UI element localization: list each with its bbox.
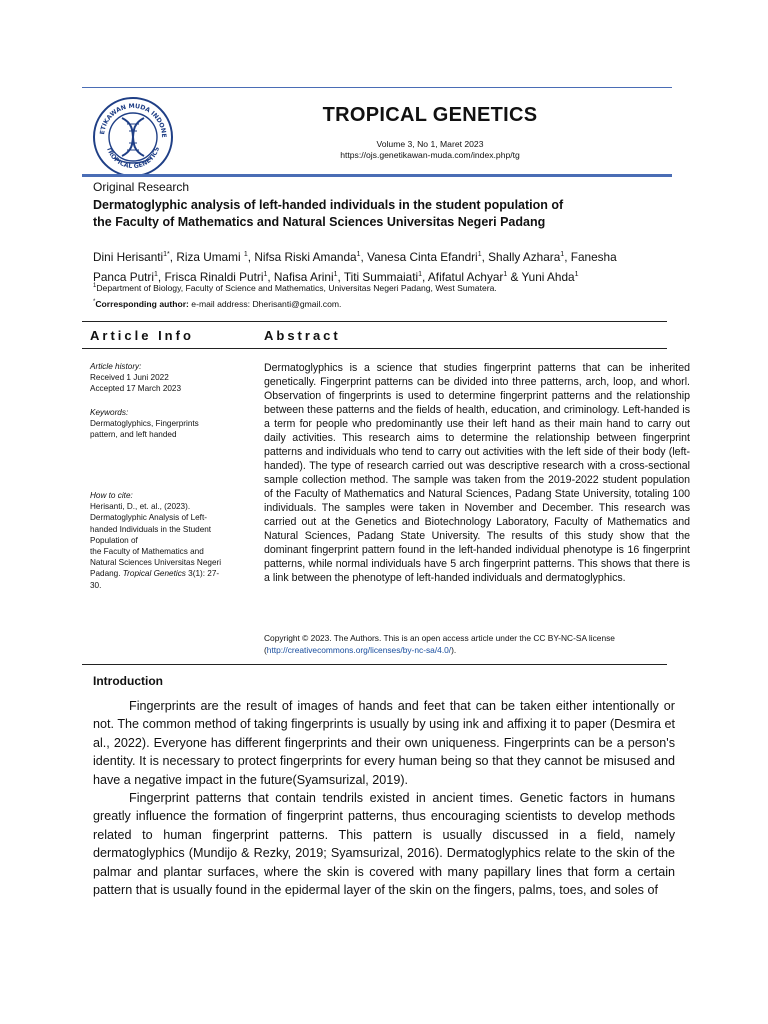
abstract-heading: Abstract xyxy=(264,328,341,343)
volume-info: Volume 3, No 1, Maret 2023 xyxy=(376,139,484,149)
author-sup: 1 xyxy=(153,270,158,278)
author-1: Dini Herisanti xyxy=(93,249,164,264)
info-bottom-rule xyxy=(82,664,667,665)
author-11: & Yuni Ahda xyxy=(507,269,575,284)
corresponding-line xyxy=(93,296,673,310)
license-line xyxy=(264,645,690,657)
author-sup: 1 xyxy=(560,251,565,258)
received-date: Received 1 Juni 2022 xyxy=(90,373,169,383)
introduction-heading: Introduction xyxy=(93,674,163,688)
keywords-line2: pattern, and left handed xyxy=(90,430,177,440)
author-sup: 1 xyxy=(418,270,423,278)
journal-url[interactable]: https://ojs.genetikawan-muda.com/index.php/tg xyxy=(340,150,520,160)
affiliation-sup: 1 xyxy=(93,283,97,289)
corresponding-sup: * xyxy=(93,298,96,305)
author-2: , Riza Umami xyxy=(169,249,244,264)
history-label: Article history: xyxy=(90,362,142,371)
keywords-block xyxy=(90,407,242,441)
paper-title-line1: Dermatoglyphic analysis of left-handed individuals in the student population of xyxy=(93,198,564,212)
paper-title-line2: the Faculty of Mathematics and Natural Sciences Universitas Negeri Padang xyxy=(93,215,546,229)
cite-line: Population of xyxy=(90,535,138,545)
copyright-notice xyxy=(264,633,690,656)
author-sup: 1 xyxy=(477,251,482,258)
cite-journal: Tropical Genetics xyxy=(122,569,186,579)
svg-text:TROPICAL GENETICS: TROPICAL GENETICS xyxy=(104,146,162,171)
cite-line: Herisanti, D., et. al., (2023). xyxy=(90,502,191,512)
paren: ( xyxy=(264,644,267,655)
author-sup: 1 xyxy=(574,270,579,278)
info-top-rule xyxy=(82,321,667,322)
affiliation-line xyxy=(93,280,673,294)
header-bottom-rule xyxy=(82,174,672,177)
abstract-text: Dermatoglyphics is a science that studies fingerprint patterns that can be inherited genetically. Fingerprint patterns can be divided into three patterns, arch, loop, and whorl. Observation of fingerprints is used to determine fingerprint patterns and the relationship between these patterns and the fields of health, education, and criminology. Left-handed is a term for people who predominantly use their left hand as their main hand to carry out daily activities. This research aims to determine the relationship between fingerprint patterns and individuals who tend to carry out activities with the left side of their body (left-handed). The type of research carried out was descriptive research with a cross-sectional sample collection method. The sample was taken from the 2019-2022 student population of the Faculty of Mathematics and Natural Sciences, Padang State University, totaling 100 individuals. The samples were taken in November and December. This research was carried out at the Genetics and Biotechnology Laboratory, Faculty of Mathematics and Natural Sciences, Padang State University. The results of this study show that the dominant fingerprint pattern found in the left-handed individual phenotype is 16 fingerprint patterns, while normal individuals have 5 arch fingerprint patterns. This shows that there is a link between the phenotype of left-handed individuals and dermatoglyphics. xyxy=(264,362,690,584)
cite-label: How to cite: xyxy=(90,491,133,500)
cite-line: the Faculty of Mathematics and xyxy=(90,547,204,557)
copyright-line: Copyright © 2023. The Authors. This is an open access article under the CC BY-NC-SA license xyxy=(264,633,615,643)
cite-line: Dermatoglyphic Analysis of Left- xyxy=(90,513,207,523)
intro-paragraph-1: Fingerprints are the result of images of hands and feet that can be taken either intentionally or not. The common method of taking fingerprints is usually by using ink and affixing it to paper (Desmira et al., 2022). Everyone has different fingerprints and their own uniqueness. Fingerprints can be a person's identity. It is necessary to protect fingerprints for every human being so that they cannot be misused and have a negative impact in the future(Syamsurizal, 2019). xyxy=(93,699,675,787)
article-history xyxy=(90,361,242,395)
journal-title: TROPICAL GENETICS xyxy=(322,104,538,126)
affiliation-text: Department of Biology, Faculty of Science and Mathematics, Universitas Negeri Padang, West Sumatera. xyxy=(96,282,497,293)
author-8: , Nafisa Arini xyxy=(267,269,334,284)
accepted-date: Accepted 17 March 2023 xyxy=(90,384,182,394)
intro-paragraph-2: Fingerprint patterns that contain tendrils existed in ancient times. Genetic factors in humans greatly influence the formation of fingerprint patterns, thus encouraging scientists to develop methods related to human fingerprint patterns. This pattern is usually discussed in a field, namely dermatoglyphics (Mundijo & Rezky, 2019; Syamsurizal, 2016). Dermatoglyphics relate to the skin of the palmar and plantar surfaces, where the skin is covered with many papillary lines that form a certain pattern that is usually found in the epidermal layer of the skin on the fingers, palms, toes, and soles of xyxy=(93,791,675,898)
paper-title xyxy=(93,197,653,231)
cite-line: 30. xyxy=(90,580,102,590)
paren: ). xyxy=(451,644,457,655)
author-6: , Fanesha xyxy=(564,249,617,264)
cite-line xyxy=(90,568,242,579)
cite-line: Natural Sciences Universitas Negeri xyxy=(90,558,222,568)
article-type: Original Research xyxy=(93,180,190,194)
introduction-body xyxy=(93,697,675,899)
header-top-rule xyxy=(82,87,672,88)
affiliations xyxy=(93,280,673,310)
cite-text: Padang. xyxy=(90,569,123,579)
keywords-label: Keywords: xyxy=(90,408,129,417)
cite-line: handed Individuals in the Student xyxy=(90,524,212,534)
journal-logo xyxy=(92,96,174,178)
svg-text:GENETIKAWAN MUDA INDONESIA: ETIKAWAN MUDA INDONE xyxy=(99,102,168,138)
article-info-heading: Article Info xyxy=(90,328,194,343)
author-10: , Afifatul Achyar xyxy=(422,269,504,284)
logo-seal-icon xyxy=(92,96,174,178)
keywords-line1: Dermatoglyphics, Fingerprints xyxy=(90,419,199,429)
cite-text: 3(1): 27- xyxy=(185,569,220,579)
author-3: , Nifsa Riski Amanda xyxy=(247,249,357,264)
author-sup: 1 xyxy=(263,270,268,278)
license-link[interactable]: http://creativecommons.org/licenses/by-nc-sa/4.0/ xyxy=(266,644,452,655)
author-sup: 1 xyxy=(243,251,248,258)
author-5: , Shally Azhara xyxy=(481,249,561,264)
author-9: , Titi Summaiati xyxy=(337,269,419,284)
author-7: , Frisca Rinaldi Putri xyxy=(157,269,264,284)
author-6b: Panca Putri xyxy=(93,269,154,284)
author-sup: 1 xyxy=(356,251,361,258)
corresponding-label: Corresponding author: xyxy=(95,298,189,309)
how-to-cite-block xyxy=(90,490,242,591)
author-4: , Vanesa Cinta Efandri xyxy=(360,249,478,264)
info-heading-rule xyxy=(82,348,667,349)
author-sup: 1 xyxy=(503,270,508,278)
corresponding-email[interactable]: e-mail address: Dherisanti@gmail.com. xyxy=(188,298,342,309)
author-sup: 1* xyxy=(163,251,170,258)
author-sup: 1 xyxy=(333,270,338,278)
